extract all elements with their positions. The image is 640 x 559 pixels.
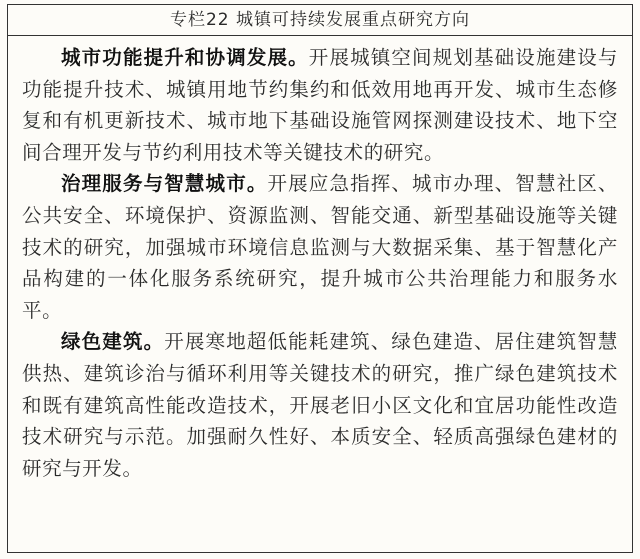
section-green-building	[22, 326, 618, 484]
section-text: 开展城镇空间规划基础设施建设与功能提升技术、城镇用地节约集约和低效用地再开发、城市生态修复和有机更新技术、城市地下基础设施管网探测建设技术、地下空间合理开发与节约利用技术等关键技术的研究。	[22, 46, 618, 164]
column-title: 专栏22 城镇可持续发展重点研究方向	[8, 5, 632, 36]
column-body	[8, 36, 632, 484]
column-box	[7, 4, 633, 553]
section-smart-city	[22, 168, 618, 326]
section-heading: 治理服务与智慧城市。	[61, 172, 268, 196]
section-heading: 城市功能提升和协调发展。	[61, 46, 309, 69]
section-heading: 绿色建筑。	[61, 330, 165, 354]
section-text: 开展寒地超低能耗建筑、绿色建造、居住建筑智慧供热、建筑诊治与循环利用等关键技术的研究，推广绿色建筑技术和既有建筑高性能改造技术，开展老旧小区文化和宜居功能性改造技术研究与示范。加强耐久性好、本质安全、轻质高强绿色建材的研究与开发。	[22, 330, 618, 480]
section-urban-function	[22, 42, 618, 168]
section-text: 开展应急指挥、城市办理、智慧社区、公共安全、环境保护、资源监测、智能交通、新型基础设施等关键技术的研究，加强城市环境信息监测与大数据采集、基于智慧化产品构建的一体化服务系统研究，提升城市公共治理能力和服务水平。	[22, 172, 618, 322]
